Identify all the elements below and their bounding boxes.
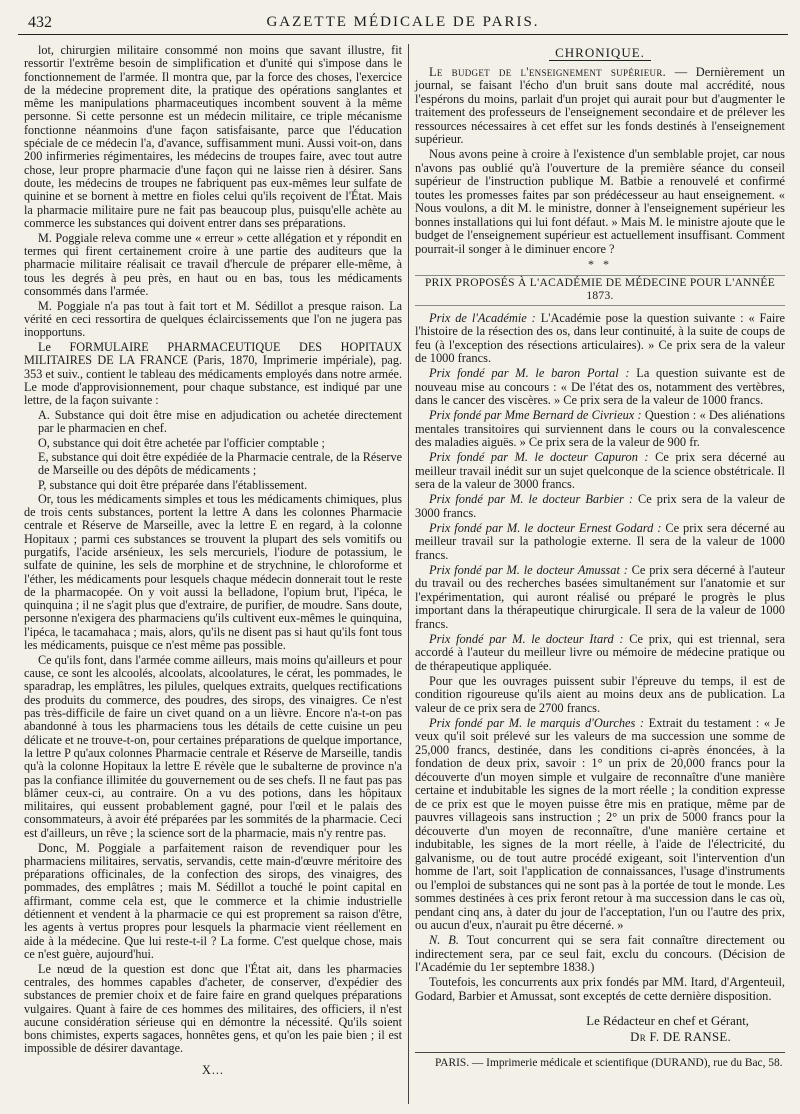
editor-title: Le Rédacteur en chef et Gérant, <box>586 1014 749 1028</box>
prize-label: Prix fondé par M. le marquis d'Ourches : <box>429 715 645 730</box>
separator-stars: * * <box>588 257 612 271</box>
section-title: CHRONIQUE. <box>415 46 785 60</box>
prize-entry <box>415 367 785 408</box>
paragraph: M. Poggiale n'a pas tout à fait tort et M. Sédillot a presque raison. La vérité en ceci ressortira de quelques éclaircissements que l'on ne jugera pas inopportuns. <box>24 298 402 340</box>
paragraph: Le budget de l'enseignement supérieur. — Dernièrement un journal, se faisant l'écho d'un bruit sans doute mal accrédité, nous l'espérons du moins, parlait d'un projet qui aurait pour but d'augmenter le traitement des professeurs de l'enseignement secondaire et de prélever les ressources nécessaires à cet effet sur les fonds destinés à l'enseignement supérieur. <box>415 64 785 146</box>
prize-text: La question suivante est de nouveau mise au concours : « De l'état des os, notamment des vertèbres, dans le cancer des viscères. » Ce prix sera de la valeur de 1000 francs. <box>415 366 785 407</box>
prize-text: Ce prix, qui est triennal, sera accordé à l'auteur du meilleur livre ou mémoire de médecine pratique ou de thérapeutique appliquée. <box>415 631 785 673</box>
prize-list <box>415 312 785 674</box>
paragraph: Or, tous les médicaments simples et tous les médicaments chimiques, plus de trois cents substances, portent la lettre A dans les colonnes Pharmacie centrale et Réserve de Marseille, avec la lettre E en regard, à la colonne Hopitaux ; parmi ces substances se trouvent la plupart des sels vomitifs ou purgatifs, l'acide arsénieux, les sels mercuriels, l'iodure de potassium, le sulfate de quinine, les sels de morphine et de strychnine, le chloroforme et l'éther, les médicaments pour lesquels chaque médecin donnerait tout le reste de la pharmacopée. On y voit aussi la belladone, l'opium brut, l'ipéca, le quinquina ; il ne s'agit plus que d'extraire, de purifier, de moudre. Sans doute, personne n'exigera des pharmaciens qu'ils cultivent eux-mêmes le quinquina, l'ipéca, le tacamahaca ; mais, alors, qu'ils ne disent pas si haut qu'ils font tous les médicaments, puisque ce n'est même pas possible. <box>24 491 402 653</box>
prize-label: Prix fondé par M. le docteur Barbier : <box>429 492 633 506</box>
imprint-rule <box>415 1052 785 1053</box>
prize-text: Ce prix sera de la valeur de 3000 francs. <box>415 492 786 520</box>
prize-entry <box>415 409 785 450</box>
paragraph: Le nœud de la question est donc que l'État ait, dans les pharmacies centrales, des hommes capables d'acheter, de conserver, d'expédier des substances de premier choix et de faire faire en grand quelques préparations vulgaires. Quant à faire de ces hommes des militaires, des officiers, il n'est aucune considération sérieuse qui en démontre la nécessité. Qu'ils soient bons chimistes, experts sagaces, honnêtes gens, et qu'on les paie bien ; il est impossible de désirer davantage. <box>24 961 402 1056</box>
list-item: A. Substance qui doit être mise en adjudication ou achetée directement par le pharmacien en chef. <box>38 408 402 436</box>
paragraph: lot, chirurgien militaire consommé non moins que savant illustre, fit ressortir l'extrême besoin de simplification et d'unité qui s'impose dans le fonctionnement de l'armée. Il montra que, par la force des choses, l'exercice de la médecine proprement dite, la pratique des opérations sanglantes et même les manipulations pharmaceutiques incombent souvent à la même personne. Si cette personne est un médecin militaire, ce triple mécanisme fonctionne néanmoins d'une façon satisfaisante, parce que l'éducation spéciale de ce médecin l'a, d'avance, suffisamment muni. Aussi voit-on, dans 200 infirmeries régimentaires, les médecins de troupes faire, avec tout autre chose, leur propre pharmacie d'une façon qui ne laisse rien à désirer. Sans doute, les médecins de troupes ne fabriquent pas eux-mêmes leur sulfate de quinine et se bornent à mettre en fioles celui qu'ils reçoivent de l'État. Mais la pharmacie militaire pure ne fait pas beaucoup plus, puisqu'elle achète au commerce les substances qui doivent entrer dans ses préparations. <box>24 43 402 230</box>
imprint-line: PARIS. — Imprimerie médicale et scientifique (DURAND), rue du Bac, 58. <box>435 1057 783 1069</box>
paragraph: Pour que les ouvrages puissent subir l'épreuve du temps, il est de condition rigoureuse qu'ils aient au moins deux ans de publication. La valeur de ce prix sera de 2700 francs. <box>415 673 785 715</box>
paragraph: Donc, M. Poggiale a parfaitement raison de revendiquer pour les pharmaciens militaires, servatis, servandis, cette main-d'œuvre méritoire des préparations officinales, de la confection des sirops, des vinaigres, des pommades, des emplâtres ; mais M. Sédillot a touché le point capital en affirmant, comme cela est, que le commerce et la chimie industrielle détiennent et vendent à la pharmacie ce qui est proprement sa raison d'être, les agents à vertus propres pour lesquels la pharmacie vient réellement en aide à la médecine. Que lui reste-t-il ? La forme. C'est quelque chose, mais ce n'est guère, aujourd'hui. <box>24 840 402 961</box>
page-header <box>18 10 788 35</box>
list-item: E, substance qui doit être expédiée de la Pharmacie centrale, de la Réserve de Marseille ou des dépôts de médicaments ; <box>38 449 402 478</box>
article-signature: X... <box>202 1062 224 1077</box>
note: N. B. Tout concurrent qui se sera fait connaître directement ou indirectement sera, par ce seul fait, exclu du concours. (Décision de l'Académie du 1er septembre 1838.) <box>415 933 785 974</box>
list-item: O, substance qui doit être achetée par l'officier comptable ; <box>38 435 325 450</box>
prize-text: Ce prix sera décerné au meilleur travail sur la pathologie externe. Il sera de la valeur de 1000 francs. <box>415 520 785 562</box>
prize-text: Ce prix sera décerné à l'auteur du travail ou des recherches basées simultanément sur l'anatomie et sur l'expérimentation, qui auront réalisé ou préparé le progrès le plus important dans la thérapeutique chirurgicale. Il sera de la valeur de 1000 francs. <box>415 562 785 631</box>
paragraph: M. Poggiale releva comme une « erreur » cette allégation et y répondit en termes qui firent certainement croire à une partie des auditeurs que la pharmacie militaire réalisait ce travail d'hercule de préparer elle-même, à tous les degrés à peu près, en haut ou en bas, tous les médicaments consommés dans l'armée. <box>24 230 402 298</box>
list-item: P, substance qui doit être préparée dans l'établissement. <box>38 477 308 492</box>
prize-label: Prix de l'Académie : <box>429 310 536 325</box>
prize-entry <box>415 312 785 366</box>
prize-text: L'Académie pose la question suivante : « Faire l'histoire de la résection des os, dans leur continuité, à la suite de coups de feu (à l'exception des résections articulaires). » Ce prix sera de la valeur de 1000 francs. <box>415 310 785 365</box>
paragraph: Ce qu'ils font, dans l'armée comme ailleurs, mais moins qu'ailleurs et pour cause, ce sont les alcoolés, alcoolats, alcoolatures, le cérat, les pommades, le sparadrap, les emplâtres, les pilules, quelques extraits, quelques rectifications des produits du commerce, des poudres, des sirops, des vinaigres. Ce n'est pas très-difficile de faire un civet quand on a un lièvre. Encore n'a-t-on pas abandonné à tous les pharmaciens tous les détails de cette cuisine un peu délicate et ne trouve-t-on, pour certaines préparations de quelque importance, la lettre P qu'aux colonnes Pharmacie centrale et Réserve de Marseille, tandis qu'à la colonne Hopitaux la lettre E révèle que le subalterne de province n'a pas la confiance illimitée du gouvernement ou de ses chefs. Il ne faut pas pas blâmer ceux-ci, au contraire. On a vu des potions, dans les hôpitaux militaires, qui eussent probablement gagné, pour l'œil et le palais des consommateurs, à avoir été préparées par les sommités de la pharmacie. Ceci est d'ailleurs, un rêve ; la science sort de la pharmacie, mais n'y rentre pas. <box>24 652 402 840</box>
paragraph: Le FORMULAIRE PHARMACEUTIQUE DES HOPITAUX MILITAIRES DE LA FRANCE (Paris, 1870, Imprimerie impériale), pag. 353 et suiv., contient le tableau des médicaments employés dans notre armée. Le mode d'approvisionnement, pour chaque substance, est indiqué par une lettre, de la façon suivante : <box>24 340 402 408</box>
right-column <box>415 44 785 1072</box>
paragraph: Toutefois, les concurrents aux prix fondés par MM. Itard, d'Argenteuil, Godard, Barbier et Amussat, sont exceptés de cette dernière disposition. <box>415 975 785 1003</box>
newspaper-page <box>18 10 788 1106</box>
editor-name: Dr F. DE RANSE. <box>630 1029 731 1044</box>
prize-entry: Prix fondé par M. le marquis d'Ourches : Extrait du testament : « Je veux qu'il soit prélevé sur les valeurs de ma succession une somme de 25,000 francs, destinée, dans les conditions ci-après énoncées, à la fondation de deux prix, savoir : 1° un prix de 20,000 francs pour la découverte d'un moyen simple et vulgaire de reconnaître d'une manière certaine et indubitable les signes de la mort réelle ; la condition expresse de ce prix est que le moyen puisse être mis en pratique, même par de pauvres villageois sans instruction ; 2° un prix de 5000 francs pour la découverte d'un moyen de reconnaître, d'une manière certaine et indubitable, les signes de la mort réelle, à l'aide de l'électricité, du galvanisme, ou de tout autre procédé exigeant, soit l'intervention d'un homme de l'art, soit l'application de connaissances, l'usage d'instruments ou l'emploi de substances qui ne sont pas à la portée de tout le monde. Les sommes destinées à ces prix feront retour à ma succession dans le cas où, pendant cinq ans, à dater du jour de l'acceptation, l'un ou l'autre des prix, ou aucun d'eux, n'aurait pu être décerné. » <box>415 715 785 932</box>
prize-text: Ce prix sera décerné au meilleur travail inédit sur un sujet quelconque de la science obstétricale. Il sera de la valeur de 3000 francs. <box>415 450 785 491</box>
prize-label: Prix fondé par M. le docteur Amussat : <box>429 562 628 577</box>
columns <box>18 44 788 1104</box>
prize-entry <box>415 564 785 632</box>
prize-label: Prix fondé par M. le baron Portal : <box>429 366 630 380</box>
page-number: 432 <box>28 14 52 31</box>
prizes-heading: PRIX PROPOSÉS À L'ACADÉMIE DE MÉDECINE POUR L'ANNÉE 1873. <box>415 275 785 306</box>
prize-label: Prix fondé par M. le docteur Ernest Godard : <box>429 520 662 535</box>
prize-entry <box>415 633 785 674</box>
journal-title: GAZETTE MÉDICALE DE PARIS. <box>266 14 540 30</box>
prize-entry <box>415 493 785 520</box>
prize-entry <box>415 522 785 563</box>
prize-entry <box>415 451 785 492</box>
paragraph: Nous avons peine à croire à l'existence d'un semblable projet, car nous n'avons pas oublié qu'à l'ouverture de la première séance du conseil supérieur de l'instruction publique M. Batbie a renouvelé et confirmé toutes les promesses faites par son prédécesseur au haut enseignement. « Nous voulons, a dit M. le ministre, donner à l'enseignement supérieur les bonnes installations qui lui font défaut. » Mais M. le ministre ajoute que le budget de l'enseignement supérieur est actuellement insuffisant. Comment pourrait-il songer à le diminuer encore ? <box>415 147 785 256</box>
prize-label: Prix fondé par M. le docteur Capuron : <box>429 450 649 464</box>
note-label: N. B. <box>429 933 459 947</box>
chronicle-heading: Le budget de l'enseignement supérieur. <box>429 64 667 79</box>
prize-label: Prix fondé par Mme Bernard de Civrieux : <box>429 408 642 422</box>
prize-label: Prix fondé par M. le docteur Itard : <box>429 631 624 646</box>
prize-text: Question : « Des aliénations mentales transitoires qui surviennent dans le cours ou la convalescence des maladies aiguës. » Ce prix sera de la valeur de 900 fr. <box>415 408 785 449</box>
left-column <box>24 44 402 1079</box>
column-divider <box>408 44 409 1104</box>
